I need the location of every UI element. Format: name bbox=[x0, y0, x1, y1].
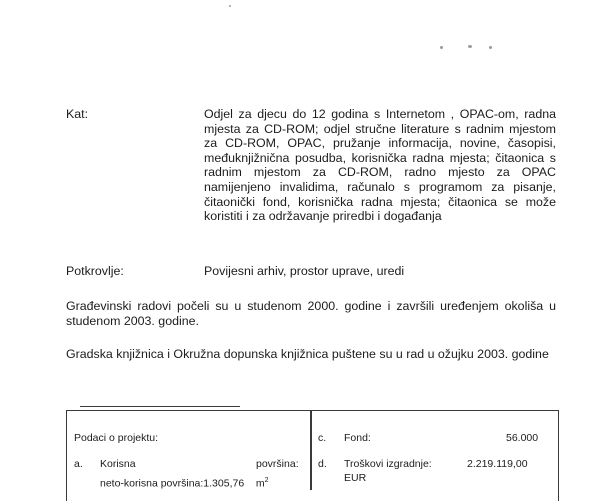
table-header: Podaci o projektu: bbox=[74, 432, 159, 444]
opening-paragraph: Gradska knjižnica i Okružna dopunska knjižnica puštene su u rad u ožujku 2003. godine bbox=[66, 347, 549, 361]
scan-speck bbox=[440, 46, 443, 49]
construction-paragraph: Građevinski radovi počeli su u studenom 2000. godine i završili uređenjem okoliša u studenom 2003. godine. bbox=[66, 299, 556, 328]
item-a-area: neto-korisna površina:1.305,76 bbox=[100, 477, 245, 490]
item-a-label: Korisna bbox=[100, 458, 136, 470]
item-d-value-cont: EUR bbox=[344, 472, 367, 484]
item-c-letter: c. bbox=[318, 432, 327, 444]
item-d-value: 2.219.119,00 bbox=[467, 458, 528, 470]
item-a-unit-sup: 2 bbox=[264, 477, 269, 484]
item-a-letter: a. bbox=[74, 458, 83, 470]
item-a-label-right: površina: bbox=[256, 458, 299, 470]
item-d-label: Troškovi izgradnje: bbox=[344, 458, 432, 470]
kat-description: Odjel za djecu do 12 godina s Internetom , OPAC-om, radna mjesta za CD-ROM; odjel stručne literature s radnim mjestom za CD-ROM, OPAC, pružanje informacija, novine, časopisi, međuknjižnična posudba, korisnička radna mjesta; čitaonica s radnim mjestom za CD-ROM, radno mjesto za OPAC namijenjeno invalidima, računalo s programom za pisanje, čitaonički fond, korisnička radna mjesta; čitaonica se može koristiti i za održavanje priredbi i događanja bbox=[204, 107, 556, 224]
item-a-continuation bbox=[100, 474, 269, 491]
item-a-unit: m bbox=[255, 477, 265, 490]
item-c-label: Fond: bbox=[344, 432, 371, 444]
table-top-rule bbox=[80, 406, 240, 407]
scan-speck bbox=[229, 5, 231, 7]
kat-label: Kat: bbox=[66, 107, 89, 121]
item-d-letter: d. bbox=[318, 458, 327, 470]
potkrovlje-description: Povijesni arhiv, prostor uprave, uredi bbox=[204, 264, 405, 278]
scan-speck bbox=[468, 45, 472, 48]
scan-speck bbox=[489, 46, 492, 49]
table-divider bbox=[310, 410, 312, 490]
potkrovlje-label: Potkrovlje: bbox=[66, 264, 124, 278]
item-c-value: 56.000 bbox=[506, 432, 539, 444]
